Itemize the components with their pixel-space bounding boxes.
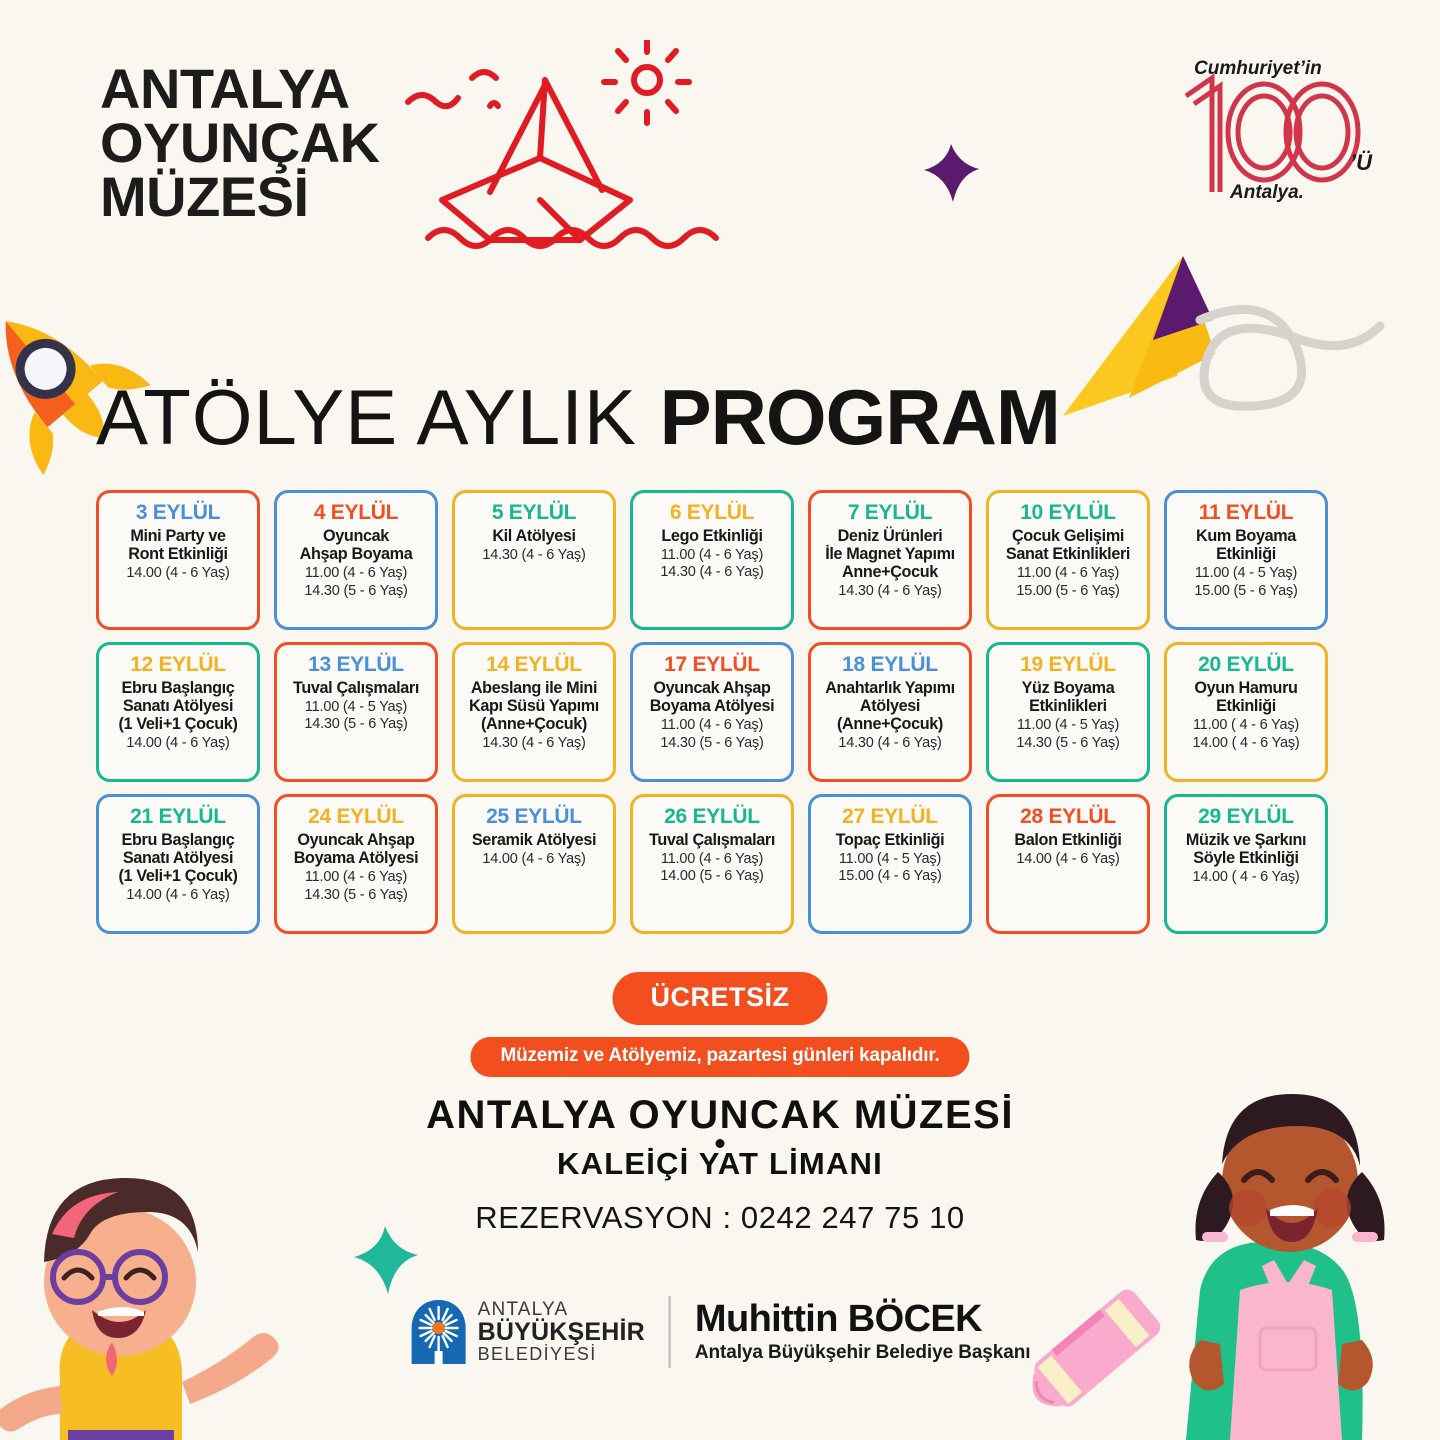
schedule-card-date: 18 EYLÜL: [842, 653, 938, 676]
schedule-card-title-line: Topaç Etkinliği: [835, 830, 945, 849]
municipality-wordmark: [478, 1300, 645, 1363]
schedule-card-date: 7 EYLÜL: [847, 501, 933, 524]
schedule-card-title: [1196, 527, 1296, 564]
schedule-card-date: 26 EYLÜL: [664, 805, 760, 828]
schedule-card-title-line: Ebru Başlangıç: [121, 830, 235, 849]
schedule-card-time: 11.00 (4 - 5 Yaş): [1016, 717, 1120, 734]
schedule-card-times: [482, 851, 585, 868]
venue-location: KALEİÇİ YAT LİMANI: [557, 1146, 883, 1181]
schedule-card-title-line: Abeslang ile Mini: [470, 678, 598, 697]
schedule-card-title-line: Anahtarlık Yapımı: [825, 678, 955, 697]
schedule-card-title: [1006, 527, 1130, 564]
brand-line-2: OYUNÇAK: [100, 110, 380, 174]
schedule-card: [1164, 490, 1328, 630]
schedule-card-time: 14.00 (4 - 6 Yaş): [126, 887, 230, 904]
schedule-card-date: 25 EYLÜL: [486, 805, 582, 828]
schedule-card-date: 10 EYLÜL: [1020, 501, 1116, 524]
schedule-card-title-line: Balon Etkinliği: [1014, 830, 1122, 849]
schedule-card-date: 21 EYLÜL: [130, 805, 226, 828]
paper-boat-icon: [330, 40, 760, 260]
schedule-card-title-line: Oyuncak Ahşap: [297, 830, 415, 849]
schedule-card-title-line: Etkinlikleri: [1029, 696, 1107, 715]
schedule-card-time: 11.00 (4 - 6 Yaş): [1016, 565, 1120, 582]
schedule-card-title: [300, 527, 413, 564]
schedule-card-title-line: Ebru Başlangıç: [121, 678, 235, 697]
schedule-card: [452, 642, 616, 782]
purple-star-decor: [916, 140, 986, 210]
schedule-card: [274, 490, 438, 630]
schedule-card-title-line: Sanat Etkinlikleri: [1005, 544, 1131, 563]
schedule-card-times: [1192, 717, 1299, 752]
schedule-card: [96, 642, 260, 782]
schedule-card-time: 11.00 (4 - 6 Yaş): [660, 546, 764, 563]
schedule-card: [274, 794, 438, 934]
schedule-card-title: [1194, 679, 1297, 716]
schedule-card-title-line: Çocuk Gelişimi: [1011, 526, 1125, 545]
schedule-card-title: [1022, 679, 1115, 716]
schedule-card-date: 17 EYLÜL: [664, 653, 760, 676]
schedule-card-date: 6 EYLÜL: [669, 501, 755, 524]
schedule-card-date: 19 EYLÜL: [1020, 653, 1116, 676]
schedule-card-title-line: Atölyesi: [859, 696, 921, 715]
schedule-card-time: 14.30 (4 - 6 Yaş): [482, 546, 586, 563]
schedule-card-times: [1016, 565, 1119, 600]
schedule-card-title-line: (1 Veli+1 Çocuk): [118, 867, 238, 886]
centenary-suffix: ’Ü: [1350, 150, 1372, 175]
schedule-card-title: [661, 527, 762, 545]
schedule-card: [452, 490, 616, 630]
schedule-card-date: 24 EYLÜL: [308, 805, 404, 828]
municipality-line-3: BELEDİYESİ: [477, 1344, 597, 1365]
schedule-card-time: 14.30 (5 - 6 Yaş): [304, 886, 408, 903]
schedule-card-date: 20 EYLÜL: [1198, 653, 1294, 676]
schedule-card-title-line: Anne+Çocuk: [842, 563, 938, 582]
schedule-card-title-line: Tuval Çalışmaları: [292, 678, 419, 697]
schedule-card-title: [1186, 831, 1306, 868]
schedule-card-time: 11.00 (4 - 6 Yaş): [304, 869, 408, 886]
schedule-card-title-line: Oyuncak: [323, 526, 389, 545]
schedule-card-time: 14.00 ( 4 - 6 Yaş): [1192, 869, 1300, 886]
schedule-card: [96, 490, 260, 630]
mayor-name: Muhittin BÖCEK: [694, 1298, 983, 1340]
schedule-card-title-line: Ahşap Boyama: [299, 544, 413, 563]
schedule-card-title-line: (Anne+Çocuk): [481, 715, 587, 734]
schedule-card-title: [293, 679, 419, 697]
schedule-card-title-line: Sanatı Atölyesi: [122, 848, 234, 867]
schedule-card-time: 14.30 (5 - 6 Yaş): [304, 716, 408, 733]
schedule-card-time: 14.00 (5 - 6 Yaş): [660, 868, 764, 885]
schedule-card: [808, 642, 972, 782]
page-title: [96, 372, 1060, 463]
crayon-icon: [1000, 1270, 1190, 1430]
schedule-card-times: [126, 887, 229, 904]
schedule-card-time: 15.00 (4 - 6 Yaş): [838, 868, 942, 885]
schedule-card-title-line: Oyuncak Ahşap: [653, 678, 771, 697]
brand-line-3: MÜZESİ: [100, 164, 309, 228]
schedule-card-title: [118, 679, 237, 734]
schedule-card: [808, 794, 972, 934]
schedule-card-time: 14.00 (4 - 6 Yaş): [1016, 850, 1120, 867]
schedule-card-date: 12 EYLÜL: [130, 653, 226, 676]
schedule-card-time: 14.30 (5 - 6 Yaş): [660, 734, 764, 751]
schedule-card-times: [126, 735, 229, 752]
schedule-card-time: 14.30 (4 - 6 Yaş): [482, 735, 586, 752]
schedule-card-time: 11.00 (4 - 6 Yaş): [660, 850, 764, 867]
schedule-card: [1164, 794, 1328, 934]
schedule-card-title-line: Kil Atölyesi: [492, 526, 576, 545]
schedule-card: [986, 490, 1150, 630]
schedule-card: [274, 642, 438, 782]
schedule-card-title: [118, 831, 237, 886]
schedule-card-time: 14.30 (5 - 6 Yaş): [1016, 734, 1120, 751]
schedule-card-date: 27 EYLÜL: [842, 805, 938, 828]
schedule-card-title-line: Deniz Ürünleri: [837, 526, 943, 545]
schedule-card-title-line: İle Magnet Yapımı: [825, 544, 955, 563]
schedule-card-times: [660, 547, 763, 582]
schedule-card-time: 14.30 (4 - 6 Yaş): [838, 583, 942, 600]
centenary-bottom-text: Antalya.: [1230, 182, 1304, 202]
schedule-card-date: 14 EYLÜL: [486, 653, 582, 676]
schedule-card-title-line: Yüz Boyama: [1021, 678, 1115, 697]
schedule-card-title-line: Seramik Atölyesi: [471, 830, 597, 849]
schedule-card-time: 11.00 (4 - 6 Yaş): [304, 565, 408, 582]
schedule-card: [630, 794, 794, 934]
schedule-card-title: [825, 527, 955, 582]
schedule-card-title: [469, 679, 599, 734]
schedule-card-date: 28 EYLÜL: [1020, 805, 1116, 828]
schedule-card-time: 11.00 (4 - 5 Yaş): [838, 850, 942, 867]
closed-notice-badge: Müzemiz ve Atölyemiz, pazartesi günleri kapalıdır.: [470, 1037, 969, 1077]
centenary-100-logo: [1172, 52, 1382, 202]
centenary-top-text: Cumhuriyet’in: [1194, 58, 1322, 79]
schedule-card-times: [1192, 869, 1299, 886]
municipality-line-2: BÜYÜKŞEHİR: [477, 1317, 645, 1346]
footer-logos: [410, 1296, 1031, 1368]
schedule-card-time: 11.00 (4 - 6 Yaş): [660, 717, 764, 734]
schedule-card-time: 11.00 (4 - 5 Yaş): [304, 698, 408, 715]
schedule-card-times: [660, 851, 763, 886]
schedule-card-title-line: Oyun Hamuru: [1194, 678, 1298, 697]
schedule-card-title: [650, 679, 775, 716]
schedule-card-date: 4 EYLÜL: [313, 501, 399, 524]
schedule-card-times: [1016, 851, 1119, 868]
schedule-card-times: [1016, 717, 1119, 752]
footer-divider: [669, 1296, 671, 1368]
schedule-card-date: 11 EYLÜL: [1198, 501, 1294, 524]
schedule-card-title-line: Tuval Çalışmaları: [648, 830, 775, 849]
page-title-light: ATÖLYE AYLIK: [96, 373, 660, 461]
schedule-card: [986, 642, 1150, 782]
schedule-card-time: 14.30 (4 - 6 Yaş): [660, 564, 764, 581]
schedule-card-date: 5 EYLÜL: [491, 501, 577, 524]
schedule-card-times: [838, 851, 941, 886]
schedule-card-title-line: Sanatı Atölyesi: [122, 696, 234, 715]
schedule-card-time: 11.00 ( 4 - 6 Yaş): [1192, 717, 1299, 734]
schedule-card: [808, 490, 972, 630]
schedule-card-time: 15.00 (5 - 6 Yaş): [1016, 582, 1120, 599]
schedule-card-times: [126, 565, 229, 582]
schedule-card-title-line: Müzik ve Şarkını: [1185, 830, 1307, 849]
schedule-card-time: 14.00 (4 - 6 Yaş): [126, 565, 230, 582]
mayor-block: [695, 1300, 1030, 1364]
schedule-card-time: 15.00 (5 - 6 Yaş): [1194, 582, 1298, 599]
schedule-card-title-line: Ront Etkinliği: [128, 544, 228, 563]
schedule-card: [630, 642, 794, 782]
schedule-card: [630, 490, 794, 630]
schedule-card-title-line: Etkinliği: [1216, 696, 1276, 715]
schedule-card-time: 14.30 (4 - 6 Yaş): [838, 735, 942, 752]
schedule-card-date: 3 EYLÜL: [135, 501, 221, 524]
schedule-card-title-line: Mini Party ve: [130, 526, 226, 545]
municipality-line-1: ANTALYA: [477, 1299, 569, 1321]
schedule-card: [96, 794, 260, 934]
schedule-card-title-line: Lego Etkinliği: [661, 526, 763, 545]
schedule-card-title-line: Kum Boyama: [1196, 526, 1296, 545]
schedule-card-times: [838, 583, 941, 600]
schedule-card: [1164, 642, 1328, 782]
schedule-card-title: [649, 831, 775, 849]
schedule-card-times: [304, 565, 407, 600]
schedule-card-time: 14.00 (4 - 6 Yaş): [482, 850, 586, 867]
schedule-card-time: 14.00 ( 4 - 6 Yaş): [1192, 734, 1300, 751]
teal-star-decor: [345, 1222, 425, 1302]
schedule-card-times: [838, 735, 941, 752]
mayor-role: Antalya Büyükşehir Belediye Başkanı: [694, 1342, 1031, 1363]
reservation-phone: REZERVASYON : 0242 247 75 10: [475, 1200, 965, 1235]
schedule-card-time: 14.00 (4 - 6 Yaş): [126, 735, 230, 752]
schedule-card-times: [304, 869, 407, 904]
schedule-card-times: [660, 717, 763, 752]
schedule-card-times: [482, 735, 585, 752]
schedule-card-time: 14.30 (5 - 6 Yaş): [304, 582, 408, 599]
schedule-card-times: [482, 547, 585, 564]
schedule-card-title-line: Boyama Atölyesi: [649, 696, 775, 715]
schedule-card: [452, 794, 616, 934]
schedule-card-title-line: Etkinliği: [1216, 544, 1276, 563]
free-badge: ÜCRETSİZ: [613, 972, 828, 1025]
schedule-card-times: [304, 699, 407, 734]
schedule-card-title-line: Söyle Etkinliği: [1193, 848, 1299, 867]
schedule-card-times: [1194, 565, 1297, 600]
schedule-card-date: 13 EYLÜL: [308, 653, 404, 676]
schedule-card-title: [492, 527, 575, 545]
schedule-card-date: 29 EYLÜL: [1198, 805, 1294, 828]
schedule-card-time: 11.00 (4 - 5 Yaş): [1194, 565, 1298, 582]
schedule-card-title-line: (1 Veli+1 Çocuk): [118, 715, 238, 734]
boy-illustration: [0, 1130, 340, 1440]
schedule-card: [986, 794, 1150, 934]
antalya-municipality-emblem-icon: [410, 1299, 468, 1365]
schedule-card-title: [836, 831, 945, 849]
schedule-card-title: [1014, 831, 1121, 849]
schedule-grid: [96, 490, 1344, 934]
schedule-card-title: [294, 831, 419, 868]
page-title-bold: PROGRAM: [659, 373, 1060, 461]
schedule-card-title: [472, 831, 596, 849]
schedule-card-title: [128, 527, 227, 564]
brand-line-1: ANTALYA: [100, 57, 350, 120]
schedule-card-title: [825, 679, 955, 734]
venue-name: ANTALYA OYUNCAK MÜZESİ: [426, 1093, 1014, 1137]
schedule-card-title-line: (Anne+Çocuk): [837, 715, 943, 734]
schedule-card-title-line: Boyama Atölyesi: [293, 848, 419, 867]
schedule-card-title-line: Kapı Süsü Yapımı: [469, 696, 599, 715]
